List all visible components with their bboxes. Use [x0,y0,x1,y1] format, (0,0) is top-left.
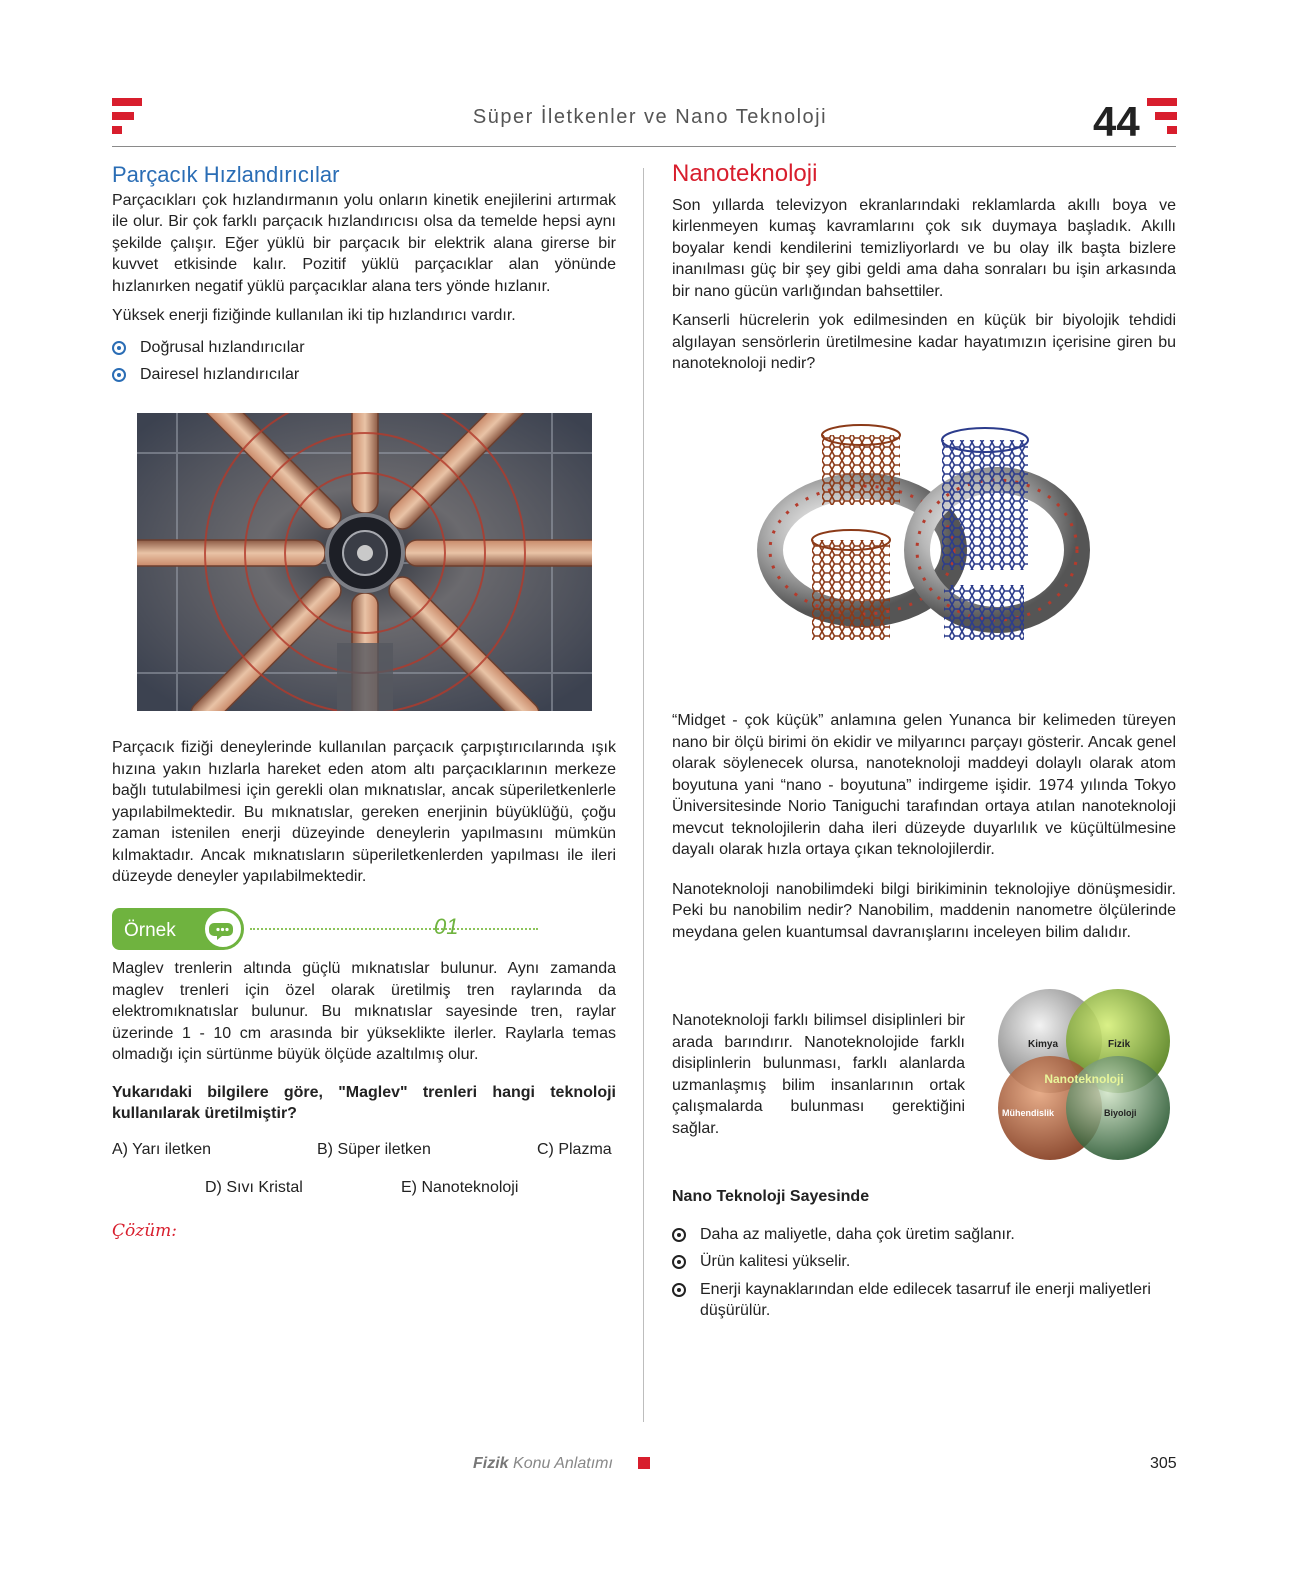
footer-square-icon [638,1457,650,1469]
chapter-number: 44 [1093,98,1140,145]
speech-bubble-icon [202,908,244,950]
example-label: Örnek [124,920,176,941]
paragraph: Son yıllarda televizyon ekranlarındaki reklamlarda akıllı boya ve kirlenmeyen kumaş kavramlarını çok sık duymaya başladık. Akıllı boyalar kendi kendilerini temizliyorlardı ve bu olay ilk başta bizlere inanılması güç bir şey gibi geldi ama daha sonraları bu işin arkasında bir nano gücün varlığından bahsettiler. [672,196,1176,300]
benefits-list [672,1224,1176,1322]
venn-label-engineering: Mühendislik [1002,1108,1055,1118]
venn-label-physics: Fizik [1108,1039,1131,1050]
brand-logo-right [1147,98,1177,136]
nanotube-illustration [752,420,1092,660]
header-divider [112,146,1176,147]
brand-logo-left [112,98,142,136]
paragraph: Nanoteknoloji nanobilimdeki bilgi birikiminin teknolojiye dönüşmesidir. Peki bu nanobilim nedir? Nanobilim, maddenin nanometre ölçülerinde meydana gelen kuantumsal davranışlarını inceleyen bilim dalıdır. [672,880,1176,941]
column-divider [643,168,644,1422]
footer-book-title [473,1455,613,1473]
left-column-middle [112,737,616,896]
list-item: Ürün kalitesi yükselir. [672,1251,1176,1273]
example-body [112,958,616,1242]
option-d[interactable]: D) Sıvı Kristal [205,1178,303,1196]
venn-label-biology: Biyoloji [1104,1108,1137,1118]
target-bullet-icon [112,368,126,382]
paragraph: Yüksek enerji fiziğinde kullanılan iki tip hızlandırıcı vardır. [112,307,516,324]
right-column-top [672,160,1176,383]
footer-subject: Fizik [473,1455,509,1472]
venn-label-center: Nanoteknoloji [1044,1072,1124,1086]
section-heading-nanotech: Nanoteknoloji [672,160,818,187]
paragraph: Nanoteknoloji farklı bilimsel disiplinleri bir arada barındırır. Nanoteknolojide farklı disiplinlerin bulunması, farklı alanlarda uzmanlaşmış bilim insanlarının ortak çalışmalarda bulunması gerektiğini sağlar. [672,1012,965,1137]
particle-accelerator-photo [137,413,592,711]
list-item: Daha az maliyetle, daha çok üretim sağlanır. [672,1224,1176,1246]
footer-series: Konu Anlatımı [513,1455,613,1472]
option-b[interactable]: B) Süper iletken [317,1140,431,1158]
list-item: Doğrusal hızlandırıcılar [112,337,616,359]
option-e[interactable]: E) Nanoteknoloji [401,1178,519,1196]
subheading-benefits: Nano Teknoloji Sayesinde [672,1188,870,1205]
paragraph: Parçacıkları çok hızlandırmanın yolu onların kinetik enejilerini artırmak ile olur. Bir çok farklı parçacık hızlandırıcısı olsa da temelde hepsi aynı şekilde çalışır. Eğer yüklü bir parçacık bir elektrik alana girerse bir kuvvet etkisinde kalır. Pozitif yüklü parçacıklar alan yönünde hızlanırken negatif yüklü parçacıklar alana ters yönde hızlanır. [112,191,616,295]
dotted-separator [250,928,538,930]
target-bullet-icon [672,1228,686,1242]
list-item: Enerji kaynaklarından elde edilecek tasarruf ile enerji maliyetleri düşürülür. [672,1279,1176,1322]
options-row-1 [112,1139,616,1161]
options-row-2 [112,1177,616,1199]
example-number: 01 [434,914,459,939]
example-question: Yukarıdaki bilgilere göre, "Maglev" trenleri hangi teknoloji kullanılarak üretilmiştir? [112,1083,616,1122]
list-item: Dairesel hızlandırıcılar [112,364,616,386]
paragraph: Parçacık fiziği deneylerinde kullanılan parçacık çarpıştırıcılarında ışık hızına yakın hızlarla hareket eden atom altı parçacıklarının merkeze bağlı tutulabilmesi için gerekli olan mıknatıslar, ancak süperiletkenlerle yapılabilmektedir. Bu mıknatıslar, gereken enerjinin büyüklüğü, çoğu zaman istenilen enerji düzeyinde deneylerin yapılmasını mümkün kılmaktadır. Ancak mıknatısların süperiletkenlerden yapılması ile ileri düzeyde deneyler yapılabilmektedir. [112,739,616,885]
target-bullet-icon [112,341,126,355]
paragraph: Kanserli hücrelerin yok edilmesinden en küçük bir biyolojik tehdidi algılayan sensörlerin üretilmesine kadar hayatımızın içerisine giren bu nanoteknoloji nedir? [672,312,1176,372]
target-bullet-icon [672,1283,686,1297]
page-number: 305 [1150,1455,1177,1472]
example-text: Maglev trenlerin altında güçlü mıknatıslar bulunur. Aynı zamanda maglev trenleri için özel olarak üretilmiş tren raylarında da elektromıknatıslar bulunur. Bu mıknatıslar sayesinde tren, raylar üzerinde 1 - 10 cm arasında bir yükseklikte ilerler. Raylarla temas olmadığı için sürtünme büyük ölçüde azaltılmış olur. [112,960,616,1063]
right-column-middle [672,710,1176,951]
right-column-bottom [672,1186,1176,1328]
left-column-top [112,164,616,392]
example-header [112,906,616,952]
solution-label: Çözüm: [112,1220,177,1241]
venn-label-chemistry: Kimya [1028,1039,1059,1050]
option-a[interactable]: A) Yarı iletken [112,1140,212,1158]
target-bullet-icon [672,1255,686,1269]
paragraph: “Midget - çok küçük” anlamına gelen Yunanca bir kelimeden türeyen nano bir ölçü birimi ön ekidir ve milyarıncı parçayı gösterir. Ancak genel olarak söylenecek olursa, nanoteknoloji maddeyi dolaylı olarak atom boyutuna yani “nano - boyutuna” indirgeme işidir. 1974 yılında Tokyo Üniversitesinde Norio Taniguchi tarafından ortaya atılan nanoteknoloji mevcut teknolojilerin daha ileri düzeyde duyarlılık ve küçültülmesine dayalı olarak hızla ortaya çıkan teknolojilerdir. [672,712,1176,858]
section-heading-accelerators: Parçacık Hızlandırıcılar [112,162,340,187]
right-column-disciplines [672,1010,965,1147]
nanotech-venn-diagram [992,986,1176,1164]
accelerator-type-list [112,337,616,386]
chapter-title: Süper İletkenler ve Nano Teknoloji [472,106,828,128]
option-c[interactable]: C) Plazma [537,1140,612,1158]
